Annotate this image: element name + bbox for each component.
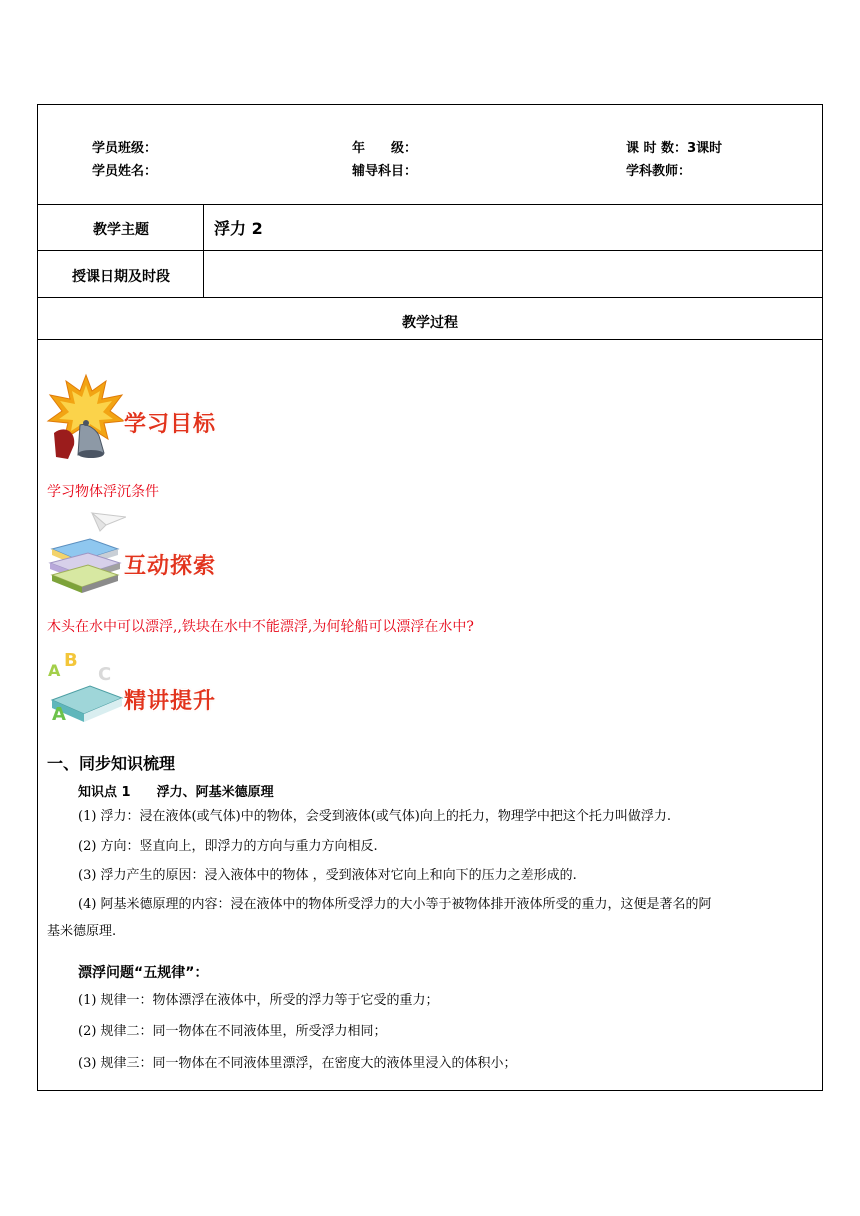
knowledge-item: (4) 阿基米德原理的内容：浸在液体中的物体所受浮力的大小等于被物体排开液体所受的重力，这便是著名的阿 — [78, 897, 712, 912]
rule-item: (1) 规律一：物体漂浮在液体中，所受的浮力等于它受的重力； — [78, 993, 439, 1008]
goal-banner — [46, 373, 236, 453]
books-paper-plane-icon — [46, 509, 126, 593]
knowledge-item: (2) 方向：竖直向上，即浮力的方向与重力方向相反. — [78, 839, 378, 854]
divider — [38, 339, 822, 340]
schedule-label: 授课日期及时段 — [72, 269, 170, 285]
lesson-sheet — [37, 104, 823, 1091]
teacher-label: 学科教师： — [626, 164, 692, 179]
process-title: 教学过程 — [402, 315, 458, 331]
svg-text:A: A — [52, 704, 66, 725]
topic-value: 浮力 2 — [214, 219, 263, 238]
lecture-banner — [46, 646, 236, 726]
hours-label — [626, 137, 722, 156]
topic-label: 教学主题 — [93, 222, 149, 238]
rules-title: 漂浮问题“五规律”： — [78, 965, 209, 981]
goal-text: 学习物体浮沉条件 — [47, 484, 159, 500]
explore-banner — [46, 509, 236, 589]
explore-banner-text: 互动探索 — [124, 554, 217, 579]
cell-divider — [203, 204, 204, 250]
subject-label: 辅导科目： — [352, 164, 418, 179]
knowledge-point-title: 知识点 1 浮力、阿基米德原理 — [78, 785, 274, 800]
maple-leaf-bell-icon — [46, 373, 126, 463]
svg-text:A: A — [48, 661, 61, 680]
abc-book-icon — [46, 646, 126, 726]
hours-value: 3课时 — [687, 141, 723, 156]
grade-label: 年 级： — [352, 141, 418, 156]
name-label: 学员姓名： — [92, 164, 158, 179]
divider — [38, 297, 822, 298]
section-title: 一、同步知识梳理 — [47, 754, 176, 773]
cell-divider — [203, 250, 204, 297]
explore-text: 木头在水中可以漂浮,,铁块在水中不能漂浮,为何轮船可以漂浮在水中? — [47, 619, 474, 635]
rule-item: (3) 规律三：同一物体在不同液体里漂浮，在密度大的液体里浸入的体积小； — [78, 1056, 517, 1071]
knowledge-item-continued: 基米德原理. — [47, 924, 117, 939]
rule-item: (2) 规律二：同一物体在不同液体里，所受浮力相同； — [78, 1024, 387, 1039]
goal-banner-text: 学习目标 — [124, 412, 217, 437]
svg-text:C: C — [98, 664, 112, 685]
lecture-banner-text: 精讲提升 — [124, 689, 217, 714]
class-label: 学员班级： — [92, 141, 158, 156]
knowledge-item: (1) 浮力：浸在液体(或气体)中的物体，会受到液体(或气体)向上的托力，物理学中把这个托力叫做浮力. — [78, 809, 671, 824]
hours-label-text: 课 时 数： — [626, 141, 688, 156]
schedule-row — [38, 250, 822, 297]
knowledge-item: (3) 浮力产生的原因：浸入液体中的物体 ，受到液体对它向上和向下的压力之差形成的. — [78, 868, 577, 883]
student-info-block — [38, 105, 822, 204]
topic-row — [38, 204, 822, 250]
svg-text:B: B — [64, 650, 78, 671]
